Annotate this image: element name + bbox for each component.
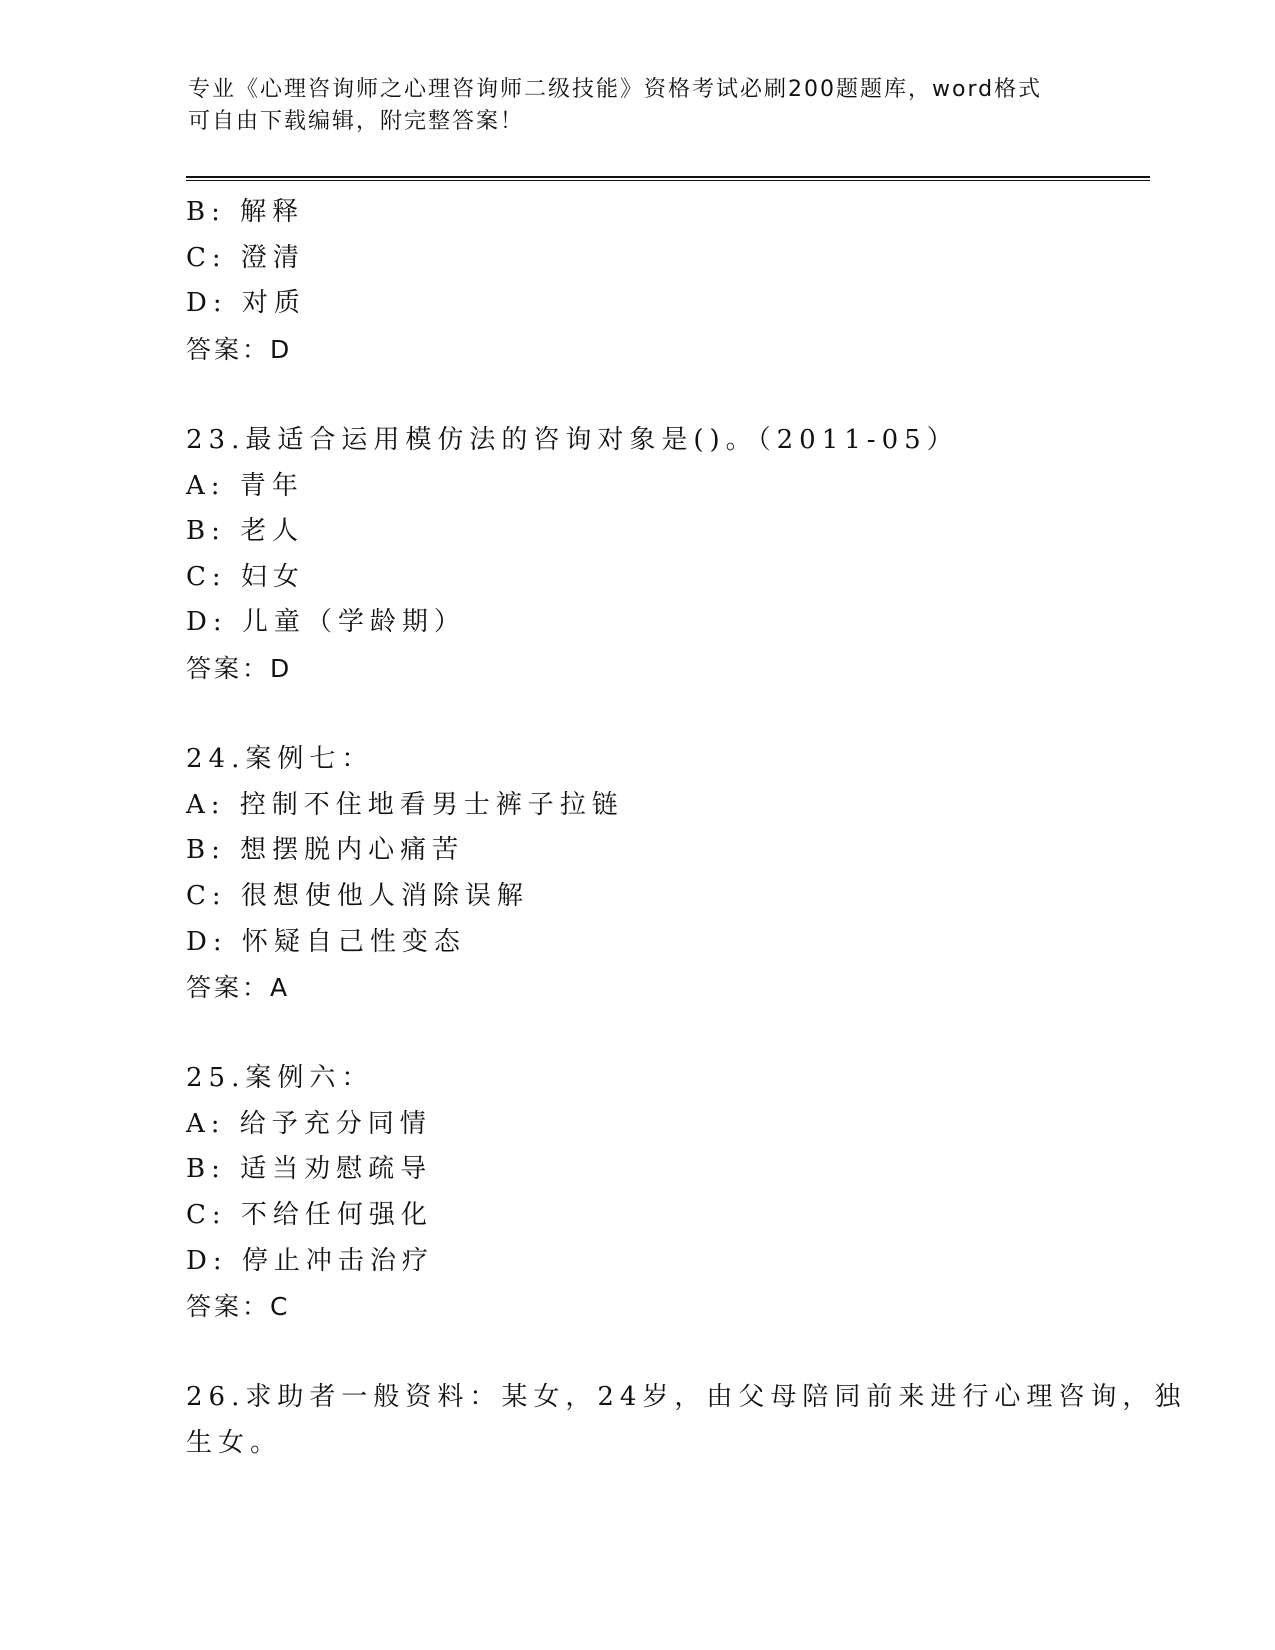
option-d: D: 儿童（学龄期）: [186, 607, 466, 638]
question-25: [186, 1056, 1086, 1330]
header-line-2: 可自由下载编辑，附完整答案！: [188, 109, 525, 134]
question-26: [186, 1375, 1187, 1466]
header-divider-thin: [186, 180, 1150, 181]
answer: 答案：A: [186, 973, 291, 1003]
question-text-line-1: 26.求助者一般资料：某女，24岁，由父母陪同前来进行心理咨询，独: [186, 1382, 1187, 1413]
question-text-line-2: 生女。: [186, 1428, 283, 1459]
option-b: B: 适当劝慰疏导: [186, 1154, 433, 1185]
question-text: 24.案例七：: [186, 744, 374, 775]
option-a: A: 控制不住地看男士裤子拉链: [186, 789, 624, 820]
option-d: D: 对质: [186, 288, 306, 319]
option-b: B: 老人: [186, 516, 305, 547]
option-b: B: 解释: [186, 197, 305, 227]
header-divider: [186, 176, 1150, 178]
question-22-tail: [186, 190, 1086, 372]
question-24: [186, 737, 1086, 1011]
question-text: 25.案例六：: [186, 1063, 374, 1094]
question-23: [186, 418, 1086, 692]
option-b: B: 想摆脱内心痛苦: [186, 835, 465, 866]
answer: 答案：D: [186, 334, 293, 364]
option-c: C: 很想使他人消除误解: [186, 880, 529, 911]
option-d: D: 停止冲击治疗: [186, 1245, 434, 1276]
document-header: [188, 74, 1088, 138]
answer: 答案：C: [186, 1292, 291, 1322]
option-c: C: 澄清: [186, 242, 305, 273]
option-a: A: 给予充分同情: [186, 1108, 432, 1139]
option-c: C: 不给任何强化: [186, 1200, 433, 1231]
document-body: [186, 190, 1187, 1467]
header-line-1: 专业《心理咨询师之心理咨询师二级技能》资格考试必刷200题题库，word格式: [188, 77, 1043, 102]
answer: 答案：D: [186, 653, 293, 683]
option-c: C: 妇女: [186, 561, 305, 592]
question-text: 23.最适合运用模仿法的咨询对象是()。（2011-05）: [186, 424, 959, 455]
option-d: D: 怀疑自己性变态: [186, 926, 466, 957]
option-a: A: 青年: [186, 470, 304, 501]
